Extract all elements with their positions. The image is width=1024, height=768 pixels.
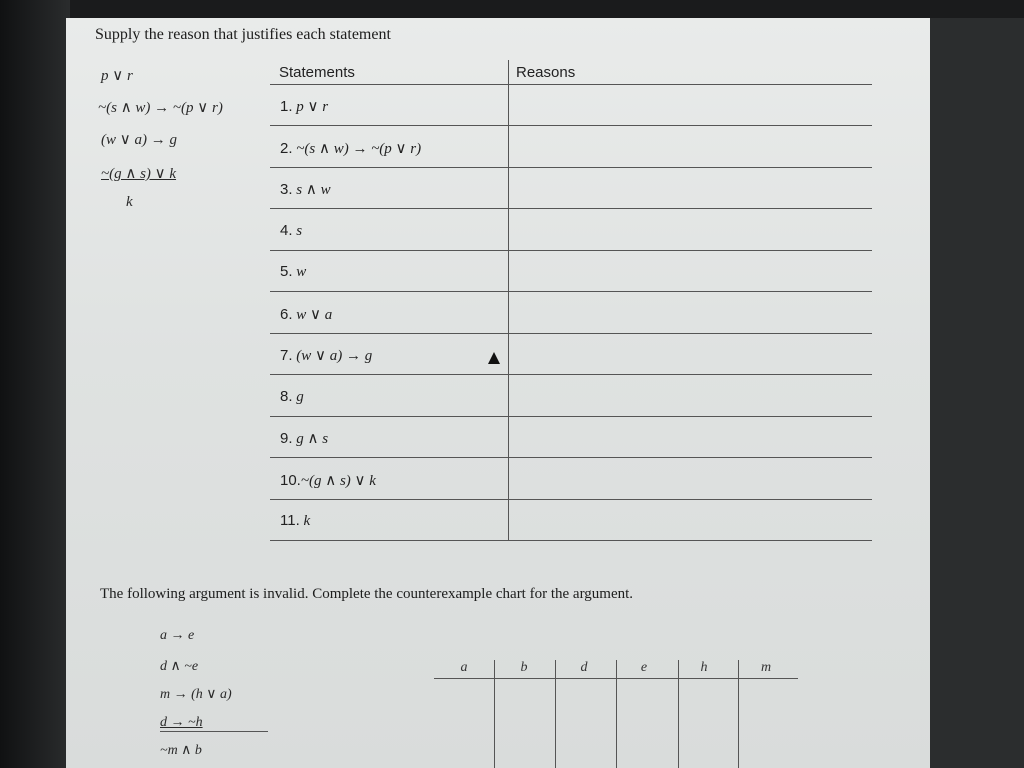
statement-row-11: 11. k — [280, 512, 311, 529]
monitor-bezel-left — [0, 0, 70, 768]
statement-row-10: 10.~(g ∧ s) ∨ k — [280, 472, 376, 489]
statement-row-8: 8. g — [280, 388, 304, 405]
argument-premise-2: d ∧ ~e — [160, 659, 199, 674]
column-header-statements: Statements — [279, 64, 355, 81]
chart-column-divider — [555, 660, 556, 768]
chart-column-divider — [616, 660, 617, 768]
worksheet-page — [66, 18, 930, 768]
section1-title: Supply the reason that justifies each statement — [95, 26, 391, 43]
statement-row-4: 4. s — [280, 222, 303, 239]
table-row-line — [270, 125, 872, 126]
table-row-line — [270, 499, 872, 500]
chart-header-h: h — [700, 660, 708, 675]
statement-row-2: 2. ~(s ∧ w) → ~(p ∨ r) — [280, 140, 422, 157]
premise-4: ~(g ∧ s) ∨ k — [101, 166, 177, 182]
statement-row-9: 9. g ∧ s — [280, 430, 329, 447]
chart-header-e: e — [640, 660, 648, 675]
chart-header-m: m — [760, 660, 772, 675]
premise-3: (w ∨ a) → g — [101, 132, 177, 148]
table-row-line — [270, 333, 872, 334]
table-row-line — [270, 167, 872, 168]
table-row-line — [270, 208, 872, 209]
argument-conclusion: ~m ∧ b — [160, 743, 202, 758]
chart-header-b: b — [520, 660, 528, 675]
table-column-divider — [508, 60, 509, 540]
statement-row-5: 5. w — [280, 263, 307, 280]
chart-column-divider — [738, 660, 739, 768]
statement-row-1: 1. p ∨ r — [280, 98, 329, 115]
table-row-line — [270, 540, 872, 541]
argument-conclusion-line — [160, 731, 268, 732]
table-row-line — [270, 374, 872, 375]
table-row-line — [270, 416, 872, 417]
argument-premise-1: a → e — [160, 628, 195, 643]
statement-row-3: 3. s ∧ w — [280, 181, 331, 198]
premise-2: ~(s ∧ w) → ~(p ∨ r) — [98, 100, 223, 116]
chart-column-divider — [494, 660, 495, 768]
monitor-bezel-top — [0, 0, 1024, 18]
chart-header-d: d — [580, 660, 588, 675]
chart-column-divider — [678, 660, 679, 768]
statement-row-7: 7. (w ∨ a) → g — [280, 347, 373, 364]
column-header-reasons: Reasons — [516, 64, 576, 81]
argument-premise-4: d → ~h — [160, 715, 203, 730]
argument-premise-3: m → (h ∨ a) — [160, 687, 232, 702]
table-header-line — [270, 84, 872, 85]
section2-title: The following argument is invalid. Complete the counterexample chart for the argument. — [100, 586, 634, 602]
premise-1: p ∨ r — [101, 68, 133, 84]
chart-header-a: a — [460, 660, 468, 675]
mouse-cursor — [488, 352, 500, 364]
table-row-line — [270, 250, 872, 251]
conclusion: k — [126, 194, 133, 210]
table-row-line — [270, 457, 872, 458]
statement-row-6: 6. w ∨ a — [280, 306, 333, 323]
table-row-line — [270, 291, 872, 292]
